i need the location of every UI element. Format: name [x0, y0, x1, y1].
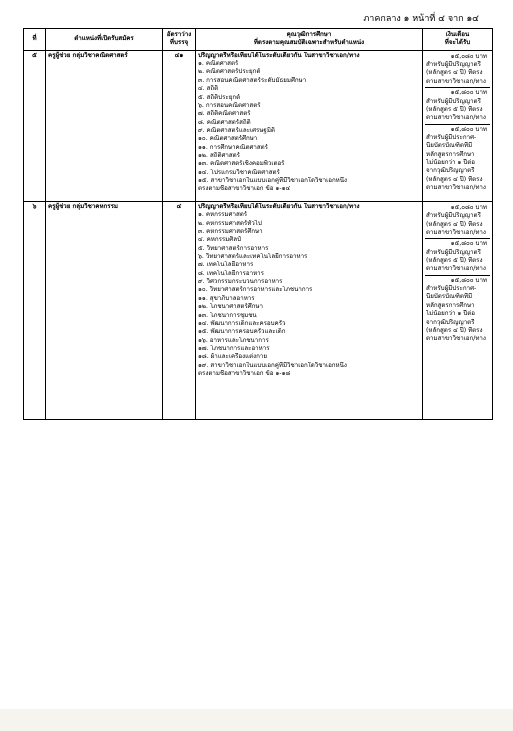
- qualification-item: ๑๕. พัฒนาการครอบครัวและเด็ก: [198, 328, 286, 336]
- qualification-item: ๒. คหกรรมศาสตร์ทั่วไป: [198, 219, 262, 227]
- qualification-item: ๖. การสอนคณิตศาสตร์: [198, 101, 261, 109]
- row-number: ๕: [24, 50, 46, 201]
- qualification-item: ๑๒. สถิติศาสตร์: [198, 152, 241, 160]
- salary-condition: นียบัตรบัณฑิตที่มี: [426, 293, 473, 301]
- salary-condition: สำหรับผู้มีประกาศ-: [426, 133, 477, 141]
- salary-block: [425, 125, 490, 194]
- salary-amount: ๑๕,๘๐๐ บาท: [450, 89, 487, 97]
- qualification-item: ๘. เทคโนโลยีการอาหาร: [198, 269, 264, 277]
- qualification-item: ๒. คณิตศาสตร์ประยุกต์: [198, 68, 261, 76]
- col-header-salary: เงินเดือน ที่จะได้รับ: [423, 29, 493, 51]
- qualification-item: ๑๗. โภชนาการและอาหาร: [198, 344, 270, 352]
- qualification-item: ๓. คหกรรมศาสตร์ศึกษา: [198, 227, 263, 235]
- table-header-row: [24, 29, 493, 51]
- qualification-title: ปริญญาตรีหรือเทียบได้ในระดับเดียวกัน ในสาขาวิชาเอก/ทาง: [198, 202, 360, 210]
- qualification-item: ๗. สถิติคณิตศาสตร์: [198, 110, 251, 118]
- qualification-title: ปริญญาตรีหรือเทียบได้ในระดับเดียวกัน ในสาขาวิชาเอก/ทาง: [198, 51, 360, 59]
- salary-condition: จากวุฒิปริญญาตรี: [426, 167, 475, 175]
- qualification-item: ๔. คหกรรมศิลป์: [198, 236, 241, 244]
- row-number: ๖: [24, 201, 46, 420]
- salary-amount: ๑๕,๐๘๐ บาท: [450, 203, 487, 211]
- qualification-item: ๑๖. อาหารและโภชนาการ: [198, 336, 269, 344]
- salary-condition: สำหรับผู้มีปริญญาตรี: [426, 97, 481, 105]
- qualification-item: ๑๓. คณิตศาสตร์เชิงคอมพิวเตอร์: [198, 160, 285, 168]
- qualification-item: ๑๐. คณิตศาสตร์ศึกษา: [198, 135, 258, 143]
- salary-condition: ไม่น้อยกว่า ๑ ปีต่อ: [426, 159, 475, 167]
- qualification-item: ๙. คณิตศาสตร์และเศรษฐมิติ: [198, 126, 275, 134]
- qualification-item: ตรงตามชื่อสาขาวิชาเอก ข้อ ๑-๑๘: [198, 370, 291, 378]
- col-header-vacancy: อัตราว่าง ที่บรรจุ: [163, 29, 196, 51]
- salary-condition: สำหรับผู้มีประกาศ-: [426, 285, 477, 293]
- qualification-item: ๘. คณิตศาสตร์สถิติ: [198, 118, 251, 126]
- qualification-item: ๑๔. พัฒนาการเด็กและครอบครัว: [198, 319, 286, 327]
- bottom-bar: [0, 709, 513, 731]
- vacancy-count: ๔๑: [163, 50, 196, 201]
- salary-condition: (หลักสูตร ๕ ปี) ที่ตรง: [426, 256, 483, 264]
- qualification-item: ๑. คณิตศาสตร์: [198, 60, 239, 68]
- qualification-item: ๑๑. สุขาภิบาลอาหาร: [198, 294, 255, 302]
- salary-condition: ตามสาขาวิชาเอก/ทาง: [426, 228, 486, 236]
- position-name: ครูผู้ช่วย กลุ่มวิชาคณิตศาสตร์: [46, 50, 163, 201]
- qualification-cell: [196, 50, 423, 201]
- qualification-item: ๖. วิทยาศาสตร์และเทคโนโลยีการอาหาร: [198, 252, 308, 260]
- qualification-item: ๕. สถิติประยุกต์: [198, 93, 241, 101]
- salary-cell: [423, 201, 493, 420]
- qualification-item: ๑. คหกรรมศาสตร์: [198, 211, 248, 219]
- salary-condition: สำหรับผู้มีปริญญาตรี: [426, 248, 481, 256]
- qualification-item: ๑๓. โภชนาการชุมชน: [198, 311, 257, 319]
- salary-condition: ตามสาขาวิชาเอก/ทาง: [426, 77, 486, 85]
- salary-block: [425, 239, 490, 275]
- salary-amount: ๑๕,๐๘๐ บาท: [450, 52, 487, 60]
- salary-condition: ตามสาขาวิชาเอก/ทาง: [426, 335, 486, 343]
- qualification-item: ๑๙. สาขาวิชาเอกในแบบเอกคู่ที่มีวิชาเอกใดวิชาเอกหนึ่ง: [198, 361, 347, 369]
- qualification-item: ๑๒. โภชนาศาสตร์ศึกษา: [198, 303, 263, 311]
- qualification-item: ๓. การสอนคณิตศาสตร์ระดับมัธยมศึกษา: [198, 76, 307, 84]
- qualification-item: ๑๔. โปรแกรมวิชาคณิตศาสตร์: [198, 168, 280, 176]
- qualification-item: ๙. วิศวกรรมกระบวนการอาหาร: [198, 278, 283, 286]
- salary-condition: จากวุฒิปริญญาตรี: [426, 318, 475, 326]
- vacancy-table: [23, 28, 493, 420]
- position-name: ครูผู้ช่วย กลุ่มวิชาคหกรรม: [46, 201, 163, 420]
- table-row: [24, 50, 493, 201]
- page-number-header: ภาคกลาง ๑ หน้าที่ ๔ จาก ๑๔: [363, 14, 479, 24]
- qualification-item: ๑๑. การศึกษาคณิตศาสตร์: [198, 143, 268, 151]
- salary-block: [425, 88, 490, 124]
- qualification-item: ตรงตามชื่อสาขาวิชาเอก ข้อ ๑-๑๔: [198, 185, 291, 193]
- salary-block: [425, 276, 490, 345]
- salary-amount: ๑๕,๘๐๐ บาท: [450, 240, 487, 248]
- salary-condition: นียบัตรบัณฑิตที่มี: [426, 142, 473, 150]
- salary-condition: (หลักสูตร ๔ ปี) ที่ตรง: [426, 326, 483, 334]
- qualification-cell: [196, 201, 423, 420]
- salary-condition: สำหรับผู้มีปริญญาตรี: [426, 61, 481, 69]
- salary-condition: (หลักสูตร ๕ ปี) ที่ตรง: [426, 105, 483, 113]
- salary-block: [425, 52, 490, 88]
- table-row: [24, 201, 493, 420]
- salary-condition: สำหรับผู้มีปริญญาตรี: [426, 212, 481, 220]
- salary-condition: (หลักสูตร ๔ ปี) ที่ตรง: [426, 220, 483, 228]
- col-header-position: ตำแหน่งที่เปิดรับสมัคร: [46, 29, 163, 51]
- salary-condition: ตามสาขาวิชาเอก/ทาง: [426, 265, 486, 273]
- salary-amount: ๑๕,๘๐๐ บาท: [450, 125, 487, 133]
- salary-condition: (หลักสูตร ๔ ปี) ที่ตรง: [426, 175, 483, 183]
- salary-amount: ๑๕,๘๐๐ บาท: [450, 276, 487, 284]
- qualification-item: ๑๕. สาขาวิชาเอกในแบบเอกคู่ที่มีวิชาเอกใดวิชาเอกหนึ่ง: [198, 177, 348, 185]
- col-header-no: ที่: [24, 29, 46, 51]
- col-header-qualification: คุณวุฒิการศึกษา ที่ตรงตามคุณสมบัติเฉพาะสำหรับตำแหน่ง: [196, 29, 423, 51]
- salary-condition: (หลักสูตร ๔ ปี) ที่ตรง: [426, 69, 483, 77]
- qualification-item: ๑๘. ผ้าและเครื่องแต่งกาย: [198, 353, 268, 361]
- salary-condition: ตามสาขาวิชาเอก/ทาง: [426, 114, 486, 122]
- salary-cell: [423, 50, 493, 201]
- salary-condition: หลักสูตรการศึกษา: [426, 150, 475, 158]
- qualification-item: ๔. สถิติ: [198, 85, 219, 93]
- salary-block: [425, 203, 490, 239]
- salary-condition: ตามสาขาวิชาเอก/ทาง: [426, 184, 486, 192]
- qualification-item: ๕. วิทยาศาสตร์การอาหาร: [198, 244, 269, 252]
- salary-condition: หลักสูตรการศึกษา: [426, 301, 475, 309]
- salary-condition: ไม่น้อยกว่า ๑ ปีต่อ: [426, 310, 475, 318]
- qualification-item: ๗. เทคโนโลยีอาหาร: [198, 261, 254, 269]
- qualification-item: ๑๐. วิทยาศาสตร์การอาหารและโภชนาการ: [198, 286, 313, 294]
- vacancy-count: ๔: [163, 201, 196, 420]
